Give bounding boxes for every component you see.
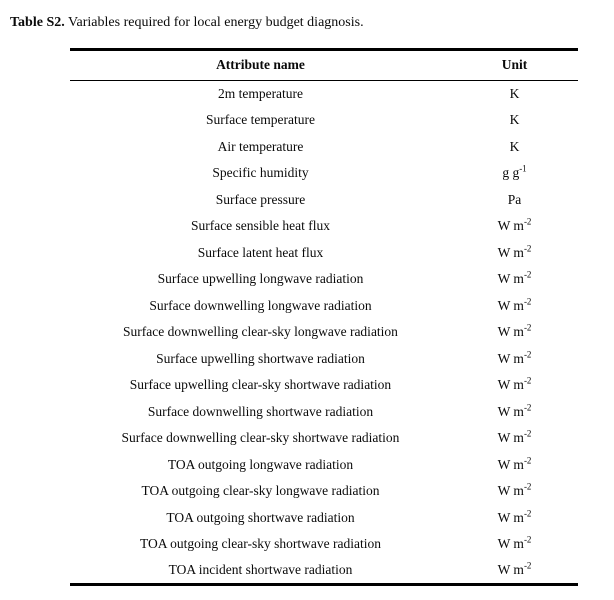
unit-exponent: -2 [523,243,532,254]
unit-cell [451,213,578,240]
caption-label: Table S2. [10,15,65,30]
attribute-name-cell: TOA incident shortwave radiation [168,562,353,577]
table-body [70,81,578,585]
attribute-name-cell: Surface latent heat flux [197,244,324,260]
table-row [70,452,578,479]
unit-exponent: -2 [523,322,532,333]
attribute-name-cell: Surface upwelling shortwave radiation [156,350,365,366]
unit-base-text: W m [497,536,524,552]
unit-cell [451,478,578,505]
unit-base-text: W m [497,324,524,340]
unit-cell [451,372,578,399]
table-row [70,531,578,558]
attribute-name-cell: Surface sensible heat flux [190,218,331,234]
attribute-name-cell: Surface temperature [205,112,316,128]
unit-base-text: W m [497,403,524,419]
table-header [70,50,578,81]
unit-base-text: Pa [507,191,522,207]
attribute-name-cell: Surface pressure [215,191,306,207]
unit-base-text: W m [497,377,524,393]
unit-base-text: W m [497,456,524,472]
attribute-name-cell: Specific humidity [212,165,309,181]
table-row [70,372,578,399]
attribute-name-cell: TOA outgoing clear-sky shortwave radiation [140,536,381,552]
unit-base-text: K [509,138,520,154]
unit-cell [451,81,578,108]
unit-base-text: K [509,112,520,128]
unit-cell [451,319,578,346]
unit-cell [451,240,578,267]
column-header-unit: Unit [451,50,578,81]
attribute-name-cell: TOA outgoing shortwave radiation [166,509,355,525]
table-row [70,293,578,320]
unit-base-text: W m [497,297,524,313]
unit-base-text: W m [497,350,524,366]
unit-base-text: g g [502,165,520,181]
unit-base-text: W m [497,430,524,446]
unit-base-text: W m [497,509,524,525]
unit-exponent: -2 [523,560,532,571]
unit-cell [451,346,578,373]
attribute-name-cell: TOA outgoing clear-sky longwave radiation [141,483,380,499]
table-row [70,240,578,267]
unit-exponent: -2 [523,349,532,360]
table-row [70,505,578,532]
table-row [70,319,578,346]
unit-base-text: W m [497,271,524,287]
unit-exponent: -2 [523,402,532,413]
caption-text: Variables required for local energy budget diagnosis. [64,15,364,30]
table-row [70,266,578,293]
table-row [70,187,578,214]
table-row [70,107,578,134]
unit-base-text: W m [497,218,524,234]
table-row [70,160,578,187]
table-row [70,399,578,426]
table-row [70,558,578,585]
unit-cell [451,187,578,214]
table-row [70,213,578,240]
unit-exponent: -2 [523,375,532,386]
attribute-name-cell: 2m temperature [217,86,304,101]
unit-exponent: -1 [519,163,527,174]
unit-base-text: W m [497,562,524,577]
variables-table [70,48,578,586]
unit-exponent: -2 [523,534,532,545]
unit-base-text: W m [497,483,524,499]
table-caption [10,13,614,32]
table-row [70,134,578,161]
unit-exponent: -2 [523,428,532,439]
header-row [70,50,578,81]
unit-base-text: K [509,86,520,101]
unit-cell [451,293,578,320]
unit-exponent: -2 [523,508,532,519]
unit-cell [451,452,578,479]
attribute-name-cell: Surface downwelling longwave radiation [149,297,372,313]
unit-cell [451,107,578,134]
attribute-name-cell: TOA outgoing longwave radiation [167,456,354,472]
attribute-name-cell: Surface downwelling clear-sky shortwave radiation [121,430,400,446]
attribute-name-cell: Surface downwelling clear-sky longwave radiation [123,324,398,340]
attribute-name-cell: Surface upwelling clear-sky shortwave radiation [129,377,392,393]
attribute-name-cell: Surface upwelling longwave radiation [157,271,364,287]
unit-cell [451,425,578,452]
unit-cell [451,399,578,426]
unit-cell [451,558,578,585]
unit-cell [451,160,578,187]
unit-exponent: -2 [523,216,532,227]
unit-cell [451,531,578,558]
table-row [70,425,578,452]
unit-base-text: W m [497,244,524,260]
table-row [70,81,578,108]
table-row [70,478,578,505]
unit-exponent: -2 [523,481,532,492]
unit-exponent: -2 [523,455,532,466]
unit-cell [451,505,578,532]
table-row [70,346,578,373]
attribute-name-cell: Surface downwelling shortwave radiation [147,403,374,419]
unit-cell [451,134,578,161]
attribute-name-cell: Air temperature [217,138,304,154]
unit-exponent: -2 [523,269,532,280]
unit-cell [451,266,578,293]
unit-exponent: -2 [523,296,532,307]
column-header-attribute-name: Attribute name [70,50,451,81]
